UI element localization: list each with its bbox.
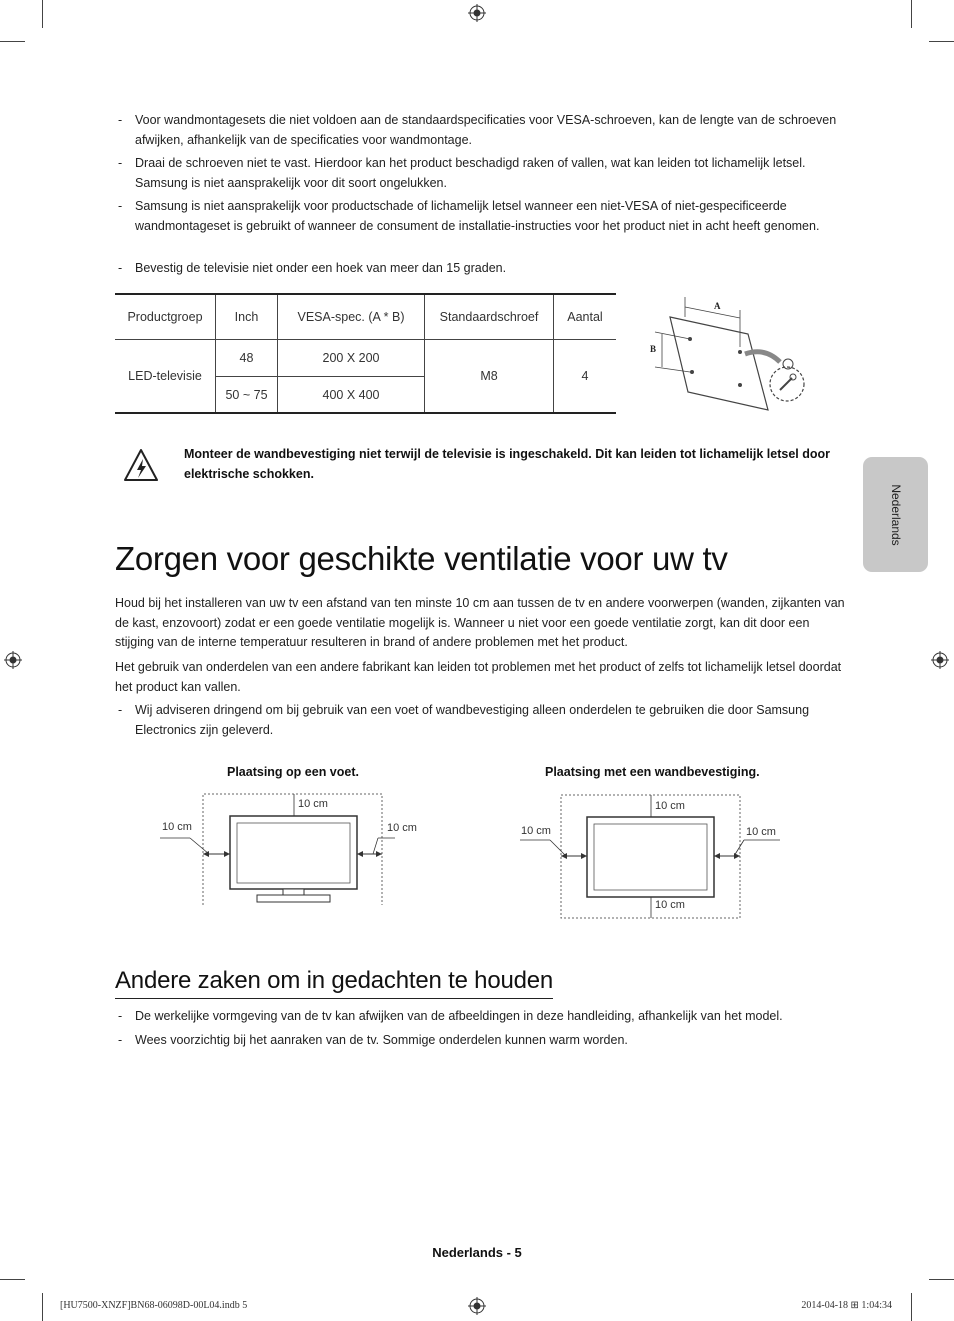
list-item: - Samsung is niet aansprakelijk voor productschade of lichamelijk letsel wanneer een niet-VESA of niet-gespecificeerde wandmontageset is gebruikt of wanneer de consument de installatie-instructies voor het product niet in acht heeft genomen. (118, 199, 820, 233)
registration-mark-icon (468, 4, 486, 22)
list-item: - Wees voorzichtig bij het aanraken van de tv. Sommige onderdelen kunnen warm worden. (118, 1033, 628, 1047)
wall-placement-diagram (520, 790, 785, 920)
section-subtitle: Andere zaken om in gedachten te houden (115, 967, 553, 999)
distance-label: 10 cm (746, 826, 776, 838)
vesa-spec-table (115, 293, 616, 414)
table-header: Aantal (554, 294, 617, 340)
table-cell: 400 X 400 (278, 377, 425, 414)
language-tab (863, 457, 928, 572)
crop-mark (42, 0, 43, 28)
crop-mark (929, 41, 954, 42)
list-item: - Wij adviseren dringend om bij gebruik van een voet of wandbevestiging alleen onderdelen te gebruiken die door Samsung Electronics zijn geleverd. (118, 703, 810, 737)
table-cell: 4 (554, 340, 617, 414)
list-item: - Draai de schroeven niet te vast. Hierdoor kan het product beschadigd raken of vallen, wat kan leiden tot lichamelijk letsel. Samsung is niet aansprakelijk voor dit soort ongelukken. (118, 156, 806, 190)
table-header: VESA-spec. (A * B) (278, 294, 425, 340)
distance-label: 10 cm (298, 798, 328, 810)
table-cell: M8 (425, 340, 554, 414)
print-slug-file: [HU7500-XNZF]BN68-06098D-00L04.indb 5 (60, 1300, 248, 1311)
crop-mark (929, 1279, 954, 1280)
table-cell: 50 ~ 75 (216, 377, 278, 414)
crop-mark (911, 1293, 912, 1321)
crop-mark (911, 0, 912, 28)
stand-caption: Plaatsing op een voet. (227, 765, 359, 779)
crop-mark (0, 1279, 25, 1280)
registration-mark-icon (4, 651, 22, 669)
section-title: Zorgen voor geschikte ventilatie voor uw tv (115, 540, 728, 577)
distance-label: 10 cm (521, 825, 551, 837)
paragraph: Het gebruik van onderdelen van een andere fabrikant kan leiden tot problemen met het product of zelfs tot lichamelijk letsel doordat het product kan vallen. (115, 660, 842, 694)
page-number: Nederlands - 5 (432, 1245, 522, 1260)
registration-mark-icon (931, 651, 949, 669)
registration-mark-icon (468, 1297, 486, 1315)
list-item: - Voor wandmontagesets die niet voldoen aan de standaardspecificaties voor VESA-schroeven, kan de lengte van de schroeven afwijken, afhankelijk van de specificaties voor wandmontage. (118, 113, 837, 147)
paragraph: Houd bij het installeren van uw tv een afstand van ten minste 10 cm aan tussen de tv en andere voorwerpen (wanden, zijkanten van de kast, enzovoort) zodat er een goede ventilatie mogelijk is. Wanneer u niet voor een goede ventilatie zorgt, kan dit door een stijging van de interne temperatuur resulteren in brand of andere problemen met het product. (115, 596, 845, 649)
table-header: Productgroep (115, 294, 216, 340)
table-header: Standaardschroef (425, 294, 554, 340)
table-header: Inch (216, 294, 278, 340)
stand-placement-diagram (160, 790, 425, 910)
wall-caption: Plaatsing met een wandbevestiging. (545, 765, 760, 779)
distance-label: 10 cm (162, 821, 192, 833)
electric-shock-warning-icon (122, 447, 160, 483)
distance-label: 10 cm (655, 899, 685, 911)
list-item: - De werkelijke vormgeving van de tv kan afwijken van de afbeeldingen in deze handleiding, afhankelijk van het model. (118, 1009, 783, 1023)
table-cell: 200 X 200 (278, 340, 425, 377)
table-cell: LED-televisie (115, 340, 216, 414)
table-cell: 48 (216, 340, 278, 377)
crop-mark (0, 41, 25, 42)
distance-label: 10 cm (387, 822, 417, 834)
dimension-b-label: B (650, 344, 657, 354)
vesa-mount-diagram (640, 292, 815, 412)
dimension-a-label: A (714, 301, 721, 311)
distance-label: 10 cm (655, 800, 685, 812)
list-item: - Bevestig de televisie niet onder een hoek van meer dan 15 graden. (118, 261, 507, 275)
warning-text: Monteer de wandbevestiging niet terwijl de televisie is ingeschakeld. Dit kan leiden tot lichamelijk letsel door elektrische schokken. (184, 447, 831, 481)
crop-mark (42, 1293, 43, 1321)
print-slug-date: 2014-04-18 ⊞ 1:04:34 (801, 1300, 892, 1311)
language-tab-label: Nederlands (888, 483, 903, 546)
